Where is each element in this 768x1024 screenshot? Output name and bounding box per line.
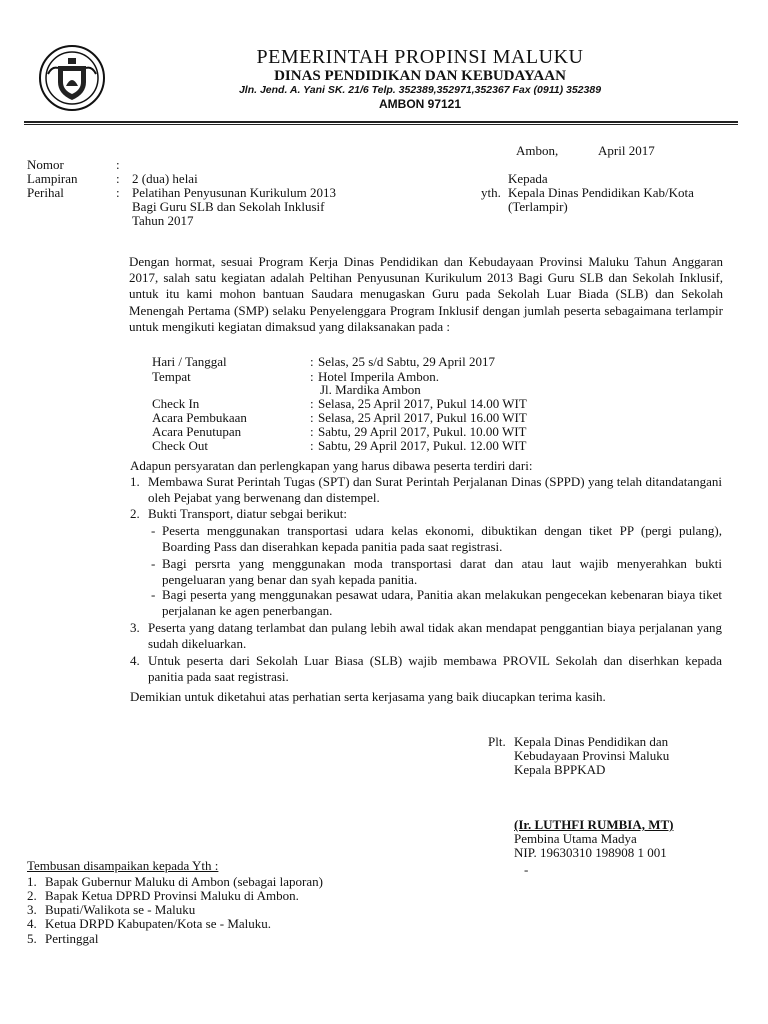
- office-city: AMBON 97121: [378, 97, 462, 111]
- intro-paragraph: Dengan hormat, sesuai Program Kerja Dinas Pendidikan dan Kebudayaan Provinsi Maluku Tahun Anggaran 2017, salah satu kegiatan adalah Peltihan Penyusunan Kurikulum 2013 Bagi Guru SLB dan Sekolah Inklusif, untuk itu kami mohon bantuan Saudara menugaskan Guru pada Sekolah Luar Biada (SLB) dan Sekolah Menengah Pertama (SMP) selaku Penyelenggara Program Inklusif dengan jumlah peserta sebagaimana terlampir untuk mengikuti kegiatan dimaksud yang dilaksanakan pada :: [129, 254, 723, 334]
- header-rule-thick: [24, 121, 738, 123]
- signatory-name: (Ir. LUTHFI RUMBIA, MT): [514, 817, 674, 832]
- maluku-coat-of-arms-icon: [38, 44, 106, 112]
- requirement-item-1: Membawa Surat Perintah Tugas (SPT) dan Surat Perintah Perjalanan Dinas (SPPD) yang telah ditandatangani oleh Pejabat yang berwenang dan distempel.: [148, 474, 722, 505]
- schedule-value: Sabtu, 29 April 2017, Pukul. 10.00 WIT: [318, 424, 527, 439]
- meta-label-perihal: Perihal: [27, 185, 64, 200]
- perihal-line-2: Bagi Guru SLB dan Sekolah Inklusif: [132, 199, 325, 214]
- signature-plt: Plt.: [488, 734, 506, 749]
- list-number: 4.: [130, 653, 140, 668]
- schedule-colon: :: [310, 410, 314, 425]
- signatory-nip: NIP. 19630310 198908 1 001: [514, 845, 667, 860]
- cc-number: 5.: [27, 931, 37, 946]
- cc-item: Bupati/Walikota se - Maluku: [45, 902, 196, 917]
- signature-mark: -: [524, 862, 529, 877]
- meta-colon: :: [116, 185, 120, 200]
- signatory-rank: Pembina Utama Madya: [514, 831, 637, 846]
- recipient-yth: yth.: [481, 185, 501, 200]
- header-rule-thin: [24, 124, 738, 125]
- department-title: DINAS PENDIDIKAN DAN KEBUDAYAAN: [274, 68, 566, 84]
- schedule-value: Selasa, 25 April 2017, Pukul 16.00 WIT: [318, 410, 527, 425]
- cc-item: Pertinggal: [45, 931, 99, 946]
- signature-title-2: Kebudayaan Provinsi Maluku: [514, 748, 670, 763]
- signature-title-1: Kepala Dinas Pendidikan dan: [514, 734, 669, 749]
- schedule-label: Acara Penutupan: [152, 424, 242, 439]
- schedule-label: Check In: [152, 396, 200, 411]
- schedule-colon: :: [310, 369, 314, 384]
- requirement-subitem: Bagi persrta yang menggunakan moda transportasi darat dan atau laut wajib menyerahkan bukti pengeluaran yang benar dan syah kepada panitia.: [162, 556, 722, 587]
- cc-number: 2.: [27, 888, 37, 903]
- meta-value-lampiran: 2 (dua) helai: [132, 171, 198, 186]
- meta-label-lampiran: Lampiran: [27, 171, 78, 186]
- recipient-line-2: (Terlampir): [508, 199, 568, 214]
- requirement-item-4: Untuk peserta dari Sekolah Luar Biasa (SLB) wajib membawa PROVIL Sekolah dan diserhkan kepada panitia pada saat registrasi.: [148, 653, 722, 684]
- cc-item: Bapak Ketua DPRD Provinsi Maluku di Ambon.: [45, 888, 299, 903]
- schedule-label: Hari / Tanggal: [152, 354, 227, 369]
- recipient-kepada: Kepada: [508, 171, 548, 186]
- perihal-line-3: Tahun 2017: [132, 213, 194, 228]
- cc-number: 1.: [27, 874, 37, 889]
- list-dash: -: [151, 556, 156, 571]
- list-number: 2.: [130, 506, 140, 521]
- date-month-year: April 2017: [598, 143, 655, 158]
- requirement-item-3: Peserta yang datang terlambat dan pulang lebih awal tidak akan mendapat penggantian biaya perjalanan yang sudah dikeluarkan.: [148, 620, 722, 651]
- recipient-line-1: Kepala Dinas Pendidikan Kab/Kota: [508, 185, 694, 200]
- meta-colon: :: [116, 157, 120, 172]
- meta-value-perihal: Pelatihan Penyusunan Kurikulum 2013: [132, 185, 337, 200]
- requirement-subitem: Bagi peserta yang menggunakan pesawat udara, Panitia akan melakukan pengecekan kebenaran biaya tiket perjalanan ke agen penerbangan.: [162, 587, 722, 618]
- requirement-subitem: Peserta menggunakan transportasi udara kelas ekonomi, dibuktikan dengan tiket PP (pergi pulang), Boarding Pass dan diserahkan kepada panitia pada saat registrasi.: [162, 523, 722, 554]
- requirements-intro: Adapun persyaratan dan perlengkapan yang harus dibawa peserta terdiri dari:: [130, 458, 533, 473]
- requirement-item-2: Bukti Transport, diatur sebgai berikut:: [148, 506, 347, 521]
- government-title: PEMERINTAH PROPINSI MALUKU: [256, 46, 584, 68]
- schedule-value: Selasa, 25 April 2017, Pukul 14.00 WIT: [318, 396, 527, 411]
- cc-number: 4.: [27, 916, 37, 931]
- schedule-colon: :: [310, 354, 314, 369]
- schedule-label: Tempat: [152, 369, 191, 384]
- cc-number: 3.: [27, 902, 37, 917]
- closing-sentence: Demikian untuk diketahui atas perhatian serta kerjasama yang baik diucapkan terima kasih.: [130, 689, 606, 704]
- list-number: 1.: [130, 474, 140, 489]
- cc-heading: Tembusan disampaikan kepada Yth :: [27, 858, 219, 873]
- office-address: Jln. Jend. A. Yani SK. 21/6 Telp. 352389,352971,352367 Fax (0911) 352389: [238, 84, 602, 96]
- schedule-colon: :: [310, 396, 314, 411]
- cc-item: Ketua DRPD Kabupaten/Kota se - Maluku.: [45, 916, 272, 931]
- schedule-value: Hotel Imperila Ambon.: [318, 369, 439, 384]
- date-city: Ambon,: [516, 143, 559, 158]
- list-dash: -: [151, 523, 156, 538]
- list-number: 3.: [130, 620, 140, 635]
- schedule-label: Check Out: [152, 438, 208, 453]
- cc-item: Bapak Gubernur Maluku di Ambon (sebagai laporan): [45, 874, 323, 889]
- schedule-value: Selas, 25 s/d Sabtu, 29 April 2017: [318, 354, 495, 369]
- schedule-label: Acara Pembukaan: [152, 410, 247, 425]
- meta-label-nomor: Nomor: [27, 157, 64, 172]
- schedule-value: Sabtu, 29 April 2017, Pukul. 12.00 WIT: [318, 438, 527, 453]
- meta-colon: :: [116, 171, 120, 186]
- list-dash: -: [151, 587, 156, 602]
- schedule-value: Jl. Mardika Ambon: [320, 382, 421, 397]
- schedule-colon: :: [310, 438, 314, 453]
- schedule-colon: :: [310, 424, 314, 439]
- signature-title-3: Kepala BPPKAD: [514, 762, 606, 777]
